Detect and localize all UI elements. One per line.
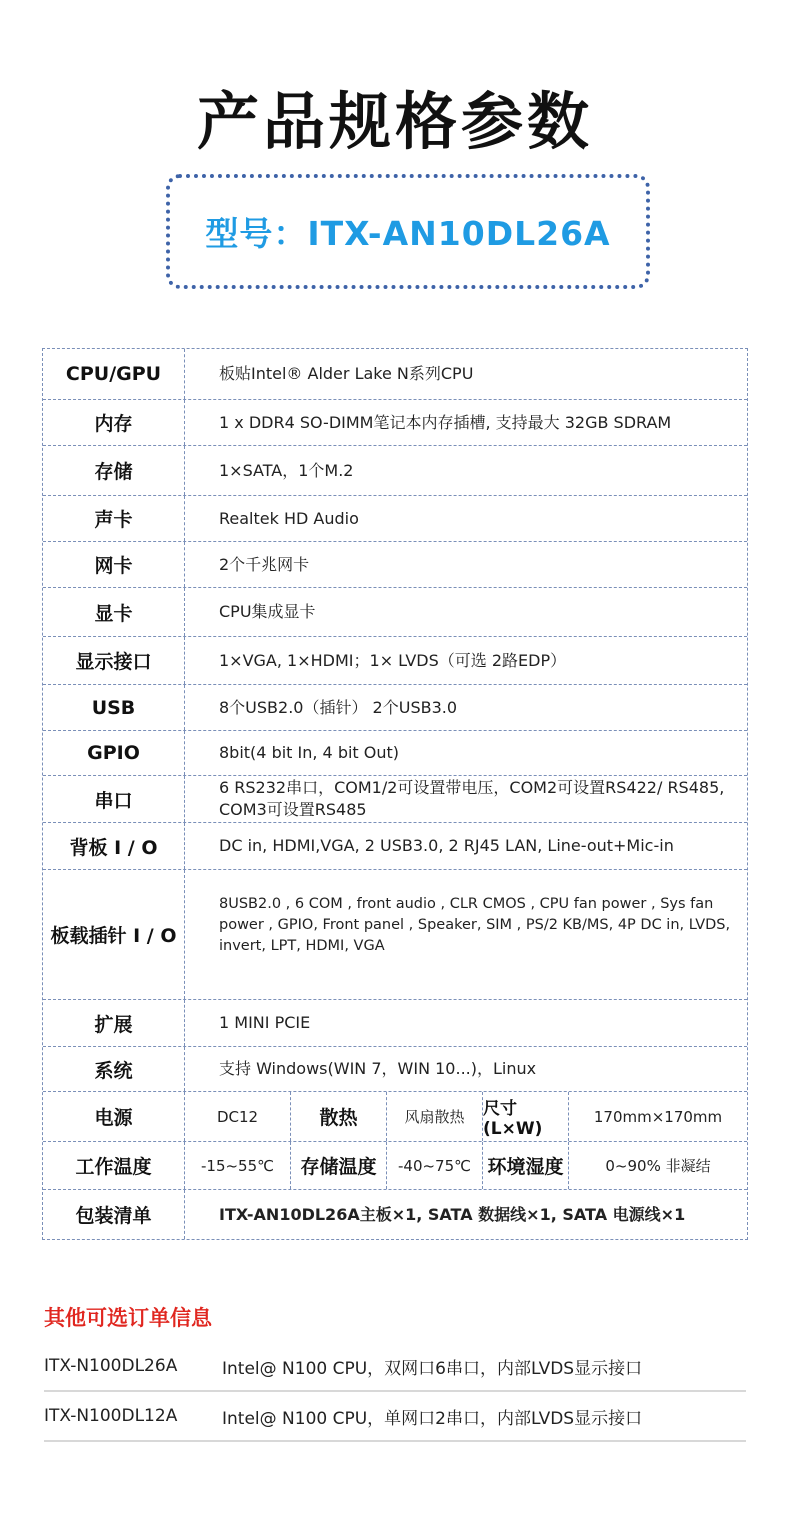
spec-row bbox=[43, 999, 747, 1046]
spec-label: 串口 bbox=[43, 776, 185, 822]
spec-value: 1 x DDR4 SO-DIMM笔记本内存插槽, 支持最大 32GB SDRAM bbox=[219, 412, 672, 432]
page-title: 产品规格参数 bbox=[196, 85, 593, 158]
spec-value: 8USB2.0 , 6 COM , front audio , CLR CMOS , CPU fan power , Sys fan power , GPIO, Front panel , Speaker, SIM , PS/2 KB/MS, 4P DC in, LVDS, invert, LPT, HDMI, VGA bbox=[219, 896, 731, 955]
humidity-label: 环境湿度 bbox=[483, 1142, 569, 1189]
spec-value: 1 MINI PCIE bbox=[219, 1013, 311, 1033]
spec-label: 系统 bbox=[43, 1047, 185, 1091]
spec-label: 显卡 bbox=[43, 588, 185, 636]
spec-label: 工作温度 bbox=[43, 1142, 185, 1189]
order-desc: Intel@ N100 CPU，双网口6串口，内部LVDS显示接口 bbox=[222, 1358, 643, 1379]
spec-row bbox=[43, 495, 747, 541]
spec-row bbox=[43, 399, 747, 445]
spec-row-temp bbox=[43, 1141, 747, 1189]
cooling-value: 风扇散热 bbox=[387, 1092, 483, 1141]
other-orders-title: 其他可选订单信息 bbox=[44, 1306, 212, 1330]
spec-row-power bbox=[43, 1091, 747, 1141]
spec-label: 背板 I / O bbox=[43, 823, 185, 869]
spec-value: 2个千兆网卡 bbox=[219, 554, 310, 574]
spec-label: 包装清单 bbox=[43, 1190, 185, 1239]
spec-value: Realtek HD Audio bbox=[219, 508, 359, 528]
cooling-label: 散热 bbox=[291, 1092, 387, 1141]
spec-row bbox=[43, 541, 747, 587]
power-value: DC12 bbox=[185, 1092, 291, 1141]
order-item bbox=[44, 1342, 746, 1392]
spec-row bbox=[43, 587, 747, 636]
spec-row bbox=[43, 869, 747, 999]
spec-row bbox=[43, 822, 747, 869]
storage-temp-label: 存储温度 bbox=[291, 1142, 387, 1189]
humidity-value: 0~90% 非凝结 bbox=[605, 1157, 711, 1175]
spec-label: 显示接口 bbox=[43, 637, 185, 684]
order-model: ITX-N100DL12A bbox=[44, 1406, 178, 1426]
spec-label: 网卡 bbox=[43, 542, 185, 587]
spec-value: 1×SATA，1个M.2 bbox=[219, 460, 354, 480]
spec-label: CPU/GPU bbox=[43, 349, 185, 399]
spec-row bbox=[43, 730, 747, 775]
model-box: 型号：ITX-AN10DL26A bbox=[166, 174, 650, 289]
spec-row bbox=[43, 684, 747, 730]
spec-value: 板贴Intel® Alder Lake N系列CPU bbox=[219, 364, 474, 384]
spec-value: DC in, HDMI,VGA, 2 USB3.0, 2 RJ45 LAN, Line-out+Mic-in bbox=[219, 836, 674, 856]
spec-row bbox=[43, 775, 747, 822]
spec-value: 8bit(4 bit In, 4 bit Out) bbox=[219, 743, 400, 763]
spec-label: GPIO bbox=[43, 731, 185, 775]
spec-value: 6 RS232串口，COM1/2可设置带电压，COM2可设置RS422/ RS485, COM3可设置RS485 bbox=[219, 778, 725, 819]
spec-label: 板载插针 I / O bbox=[43, 870, 185, 999]
spec-label: 声卡 bbox=[43, 496, 185, 541]
order-desc: Intel@ N100 CPU，单网口2串口，内部LVDS显示接口 bbox=[222, 1408, 643, 1429]
spec-row bbox=[43, 636, 747, 684]
work-temp-value: -15~55℃ bbox=[185, 1142, 291, 1189]
spec-value: ITX-AN10DL26A主板×1, SATA 数据线×1, SATA 电源线×1 bbox=[219, 1204, 686, 1224]
spec-label: 电源 bbox=[43, 1092, 185, 1141]
spec-label: 扩展 bbox=[43, 1000, 185, 1046]
spec-label: USB bbox=[43, 685, 185, 730]
spec-value: 1×VGA, 1×HDMI；1× LVDS（可选 2路EDP） bbox=[219, 650, 567, 670]
order-model: ITX-N100DL26A bbox=[44, 1356, 178, 1376]
spec-table bbox=[42, 348, 748, 1240]
size-value: 170mm×170mm bbox=[593, 1107, 723, 1126]
spec-row-package bbox=[43, 1189, 747, 1239]
spec-row bbox=[43, 445, 747, 495]
spec-row bbox=[43, 349, 747, 399]
spec-label: 内存 bbox=[43, 400, 185, 445]
size-label: 尺寸(L×W) bbox=[483, 1092, 569, 1141]
storage-temp-value: -40~75℃ bbox=[387, 1142, 483, 1189]
spec-value: CPU集成显卡 bbox=[219, 602, 316, 622]
spec-row bbox=[43, 1046, 747, 1091]
order-item bbox=[44, 1392, 746, 1442]
spec-label: 存储 bbox=[43, 446, 185, 495]
spec-value: 支持 Windows(WIN 7，WIN 10...)，Linux bbox=[219, 1059, 537, 1079]
spec-value: 8个USB2.0（插针） 2个USB3.0 bbox=[219, 697, 458, 717]
